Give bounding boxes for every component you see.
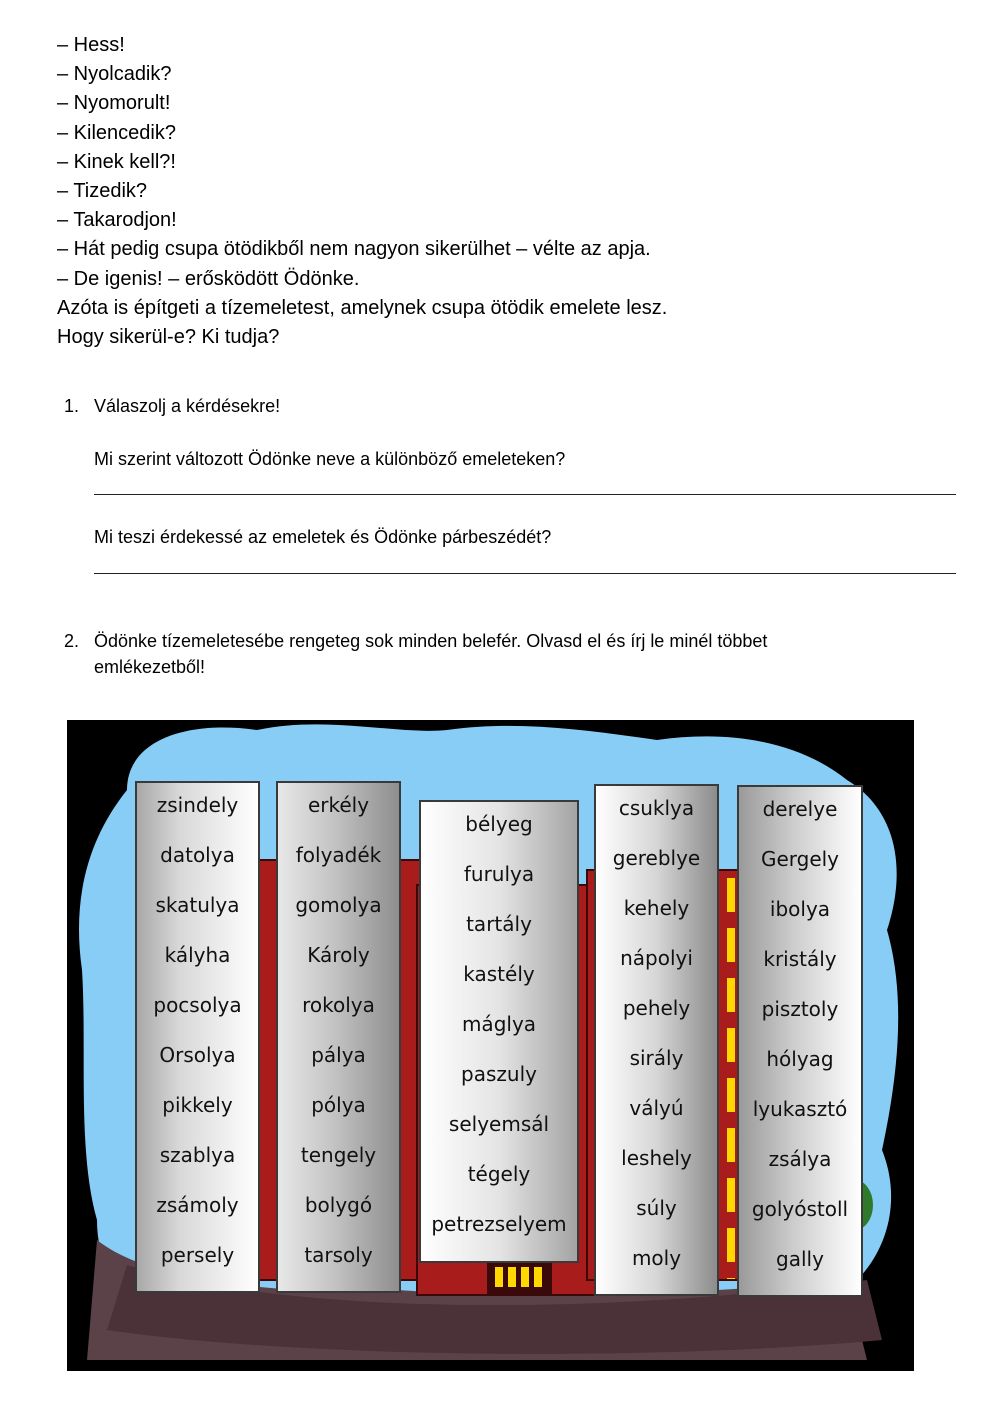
word-column-5 xyxy=(737,785,863,1297)
word: Károly xyxy=(307,943,370,967)
word: folyadék xyxy=(295,843,382,867)
word: tengely xyxy=(300,1143,377,1167)
word: pocsolya xyxy=(153,993,242,1017)
story-line: – Tizedik? xyxy=(57,180,148,203)
word: kályha xyxy=(164,943,231,967)
word: furulya xyxy=(463,862,535,886)
story-line: Azóta is építgeti a tízemeletest, amelynek csupa ötödik emelete lesz. xyxy=(57,296,668,319)
word: gomolya xyxy=(295,893,382,917)
story-line: – Hess! xyxy=(57,34,125,56)
word: persely xyxy=(160,1243,235,1267)
story-line: – Nyomorult! xyxy=(57,92,171,115)
word: rokolya xyxy=(302,993,375,1017)
word: erkély xyxy=(307,793,370,817)
word: gereblye xyxy=(612,846,701,870)
word: tarsoly xyxy=(304,1243,373,1267)
task-instruction xyxy=(94,628,944,680)
task-number: 2. xyxy=(64,631,80,651)
answer-line-1[interactable] xyxy=(94,494,956,495)
word: tégely xyxy=(467,1162,531,1186)
word: szablya xyxy=(159,1143,236,1167)
word: paszuly xyxy=(461,1062,537,1086)
word: gally xyxy=(776,1247,824,1271)
word: zsindely xyxy=(156,793,239,817)
word: sirály xyxy=(629,1046,684,1070)
story-text xyxy=(57,31,667,352)
word: pehely xyxy=(622,996,691,1020)
word-column-4 xyxy=(594,784,719,1296)
word: pikkely xyxy=(162,1093,233,1117)
task-instruction-line: emlékezetből! xyxy=(94,657,206,677)
task-instruction: Válaszolj a kérdésekre! xyxy=(94,396,281,416)
story-line: – Takarodjon! xyxy=(57,209,177,232)
word: tartály xyxy=(466,912,532,936)
word: lyukasztó xyxy=(752,1097,848,1121)
word-column-2 xyxy=(276,781,401,1293)
story-line: Hogy sikerül-e? Ki tudja? xyxy=(57,326,280,349)
task-instruction-line: Ödönke tízemeletesébe rengeteg sok minden belefér. Olvasd el és írj le minél többet xyxy=(94,631,768,651)
word: zsálya xyxy=(768,1147,832,1171)
word: pólya xyxy=(311,1093,366,1117)
word: skatulya xyxy=(155,893,240,917)
word: csuklya xyxy=(618,796,695,820)
word-column-1 xyxy=(135,781,260,1293)
word: kristály xyxy=(763,947,837,971)
building-illustration xyxy=(67,720,914,1371)
word: moly xyxy=(631,1246,682,1270)
question-1: Mi szerint változott Ödönke neve a különböző emeleteken? xyxy=(94,449,566,469)
answer-line-2[interactable] xyxy=(94,573,956,574)
word: bélyeg xyxy=(465,812,533,836)
word: pisztoly xyxy=(761,997,839,1021)
word: derelye xyxy=(762,797,838,821)
word: pálya xyxy=(311,1043,366,1067)
word: zsámoly xyxy=(156,1193,239,1217)
word: nápolyi xyxy=(620,946,693,970)
word: petrezselyem xyxy=(431,1212,567,1236)
story-line: – Kilencedik? xyxy=(57,121,176,144)
word-column-3 xyxy=(419,800,579,1263)
story-line: – Nyolcadik? xyxy=(57,63,172,86)
word: selyemsál xyxy=(448,1112,550,1136)
task-number: 1. xyxy=(64,396,80,416)
word: ibolya xyxy=(769,897,831,921)
question-2: Mi teszi érdekessé az emeletek és Ödönke párbeszédét? xyxy=(94,527,552,547)
word: datolya xyxy=(160,843,235,867)
word: bolygó xyxy=(304,1193,373,1217)
word: hólyag xyxy=(766,1047,834,1071)
story-line: – De igenis! – erősködött Ödönke. xyxy=(57,267,360,290)
story-line: – Kinek kell?! xyxy=(57,150,176,173)
word: golyóstoll xyxy=(751,1197,849,1221)
word: leshely xyxy=(621,1146,692,1170)
word: vályú xyxy=(629,1096,684,1120)
word: kehely xyxy=(623,896,690,920)
word: máglya xyxy=(461,1012,537,1036)
word: Gergely xyxy=(760,847,840,871)
word: kastély xyxy=(463,962,535,986)
word: súly xyxy=(636,1196,677,1220)
word: Orsolya xyxy=(159,1043,236,1067)
story-line: – Hát pedig csupa ötödikből nem nagyon sikerülhet – vélte az apja. xyxy=(57,238,651,261)
